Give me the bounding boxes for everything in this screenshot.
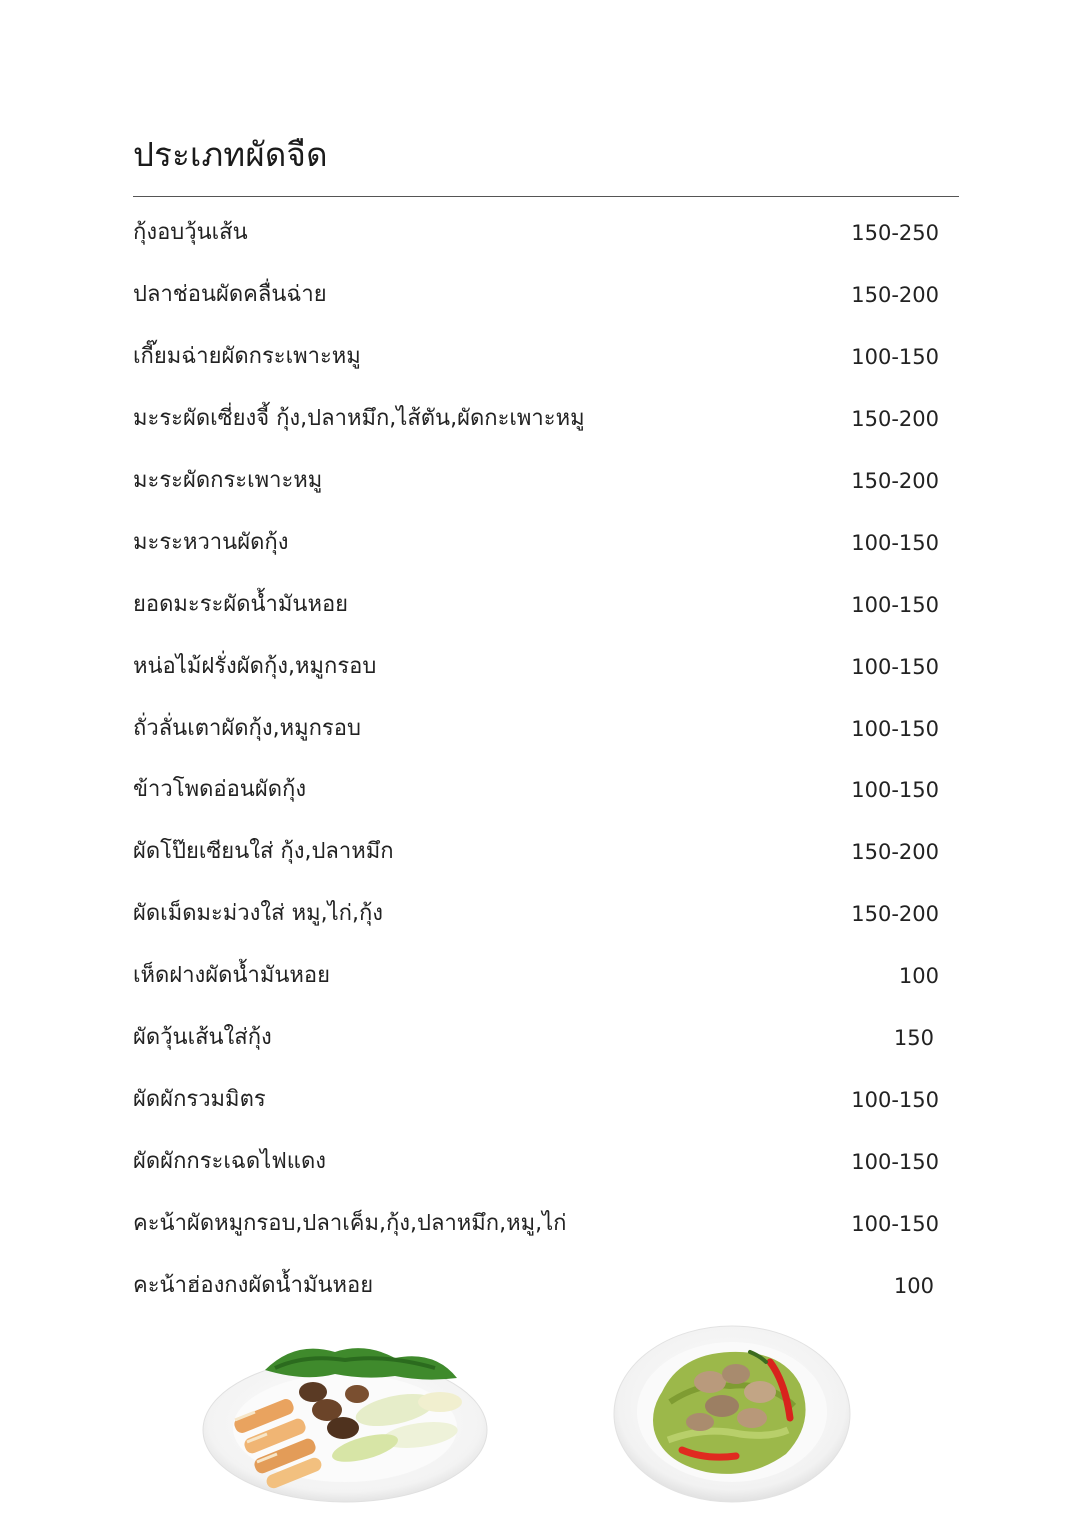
menu-item-price: 100-150 [851,345,939,369]
menu-item-price: 100-150 [851,531,939,555]
menu-item-name: ผัดโป๊ยเซียนใส่ กุ้ง,ปลาหมึก [133,839,394,864]
menu-item-name: มะระหวานผัดกุ้ง [133,530,289,555]
menu-item [133,401,939,437]
menu-item [133,587,939,623]
menu-item [133,1020,939,1056]
menu-item-price: 150-200 [851,902,939,926]
menu-item [133,463,939,499]
menu-item-price: 100 [898,964,939,988]
menu-item-name: ข้าวโพดอ่อนผัดกุ้ง [133,777,307,802]
menu-item-name: ยอดมะระผัดน้ำมันหอย [133,592,349,617]
menu-item-price: 100-150 [851,717,939,741]
menu-item-price: 100-150 [851,1088,939,1112]
menu-item [133,525,939,561]
menu-item [133,215,939,251]
menu-item-name: ผัดผักกระเฉดไฟแดง [133,1149,326,1174]
menu-item-name: ผัดเม็ดมะม่วงใส่ หมู,ไก่,กุ้ง [133,901,384,926]
menu-item-name: มะระผัดเซี่ยงจี้ กุ้ง,ปลาหมึก,ไส้ตัน,ผัดกะเพาะหมู [133,406,585,431]
menu-item-price: 100-150 [851,593,939,617]
menu-item-price: 100 [893,1274,934,1298]
menu-item-name: เกี๊ยมฉ่ายผัดกระเพาะหมู [133,344,361,369]
menu-item-price: 100-150 [851,1150,939,1174]
menu-item-name: ผัดผักรวมมิตร [133,1087,266,1112]
menu-item [133,896,939,932]
menu-item-price: 150 [893,1026,934,1050]
menu-item-name: คะน้าผัดหมูกรอบ,ปลาเค็ม,กุ้ง,ปลาหมึก,หมู,ไก่ [133,1211,567,1236]
menu-item [133,1082,939,1118]
menu-item [133,649,939,685]
menu-item [133,277,939,313]
menu-item-price: 100-150 [851,1212,939,1236]
menu-item [133,1268,939,1304]
menu-item [133,772,939,808]
menu-item [133,1206,939,1242]
menu-item-name: ผัดวุ้นเส้นใส่กุ้ง [133,1025,272,1050]
menu-item-price: 150-200 [851,469,939,493]
vegetable-stir-fry-plate-photo [195,1330,495,1510]
menu-item-name: กุ้งอบวุ้นเส้น [133,220,248,245]
menu-item-name: ถั่วลั่นเตาผัดกุ้ง,หมูกรอบ [133,716,361,741]
menu-item [133,958,939,994]
menu-item [133,834,939,870]
menu-item-name: หน่อไม้ฝรั่งผัดกุ้ง,หมูกรอบ [133,654,377,679]
menu-item-price: 150-200 [851,407,939,431]
menu-item-name: มะระผัดกระเพาะหมู [133,468,323,493]
menu-item [133,711,939,747]
menu-item-price: 150-200 [851,840,939,864]
menu-item-price: 100-150 [851,778,939,802]
menu-item-price: 150-250 [851,221,939,245]
menu-item [133,339,939,375]
menu-item [133,1144,939,1180]
squid-chili-stir-fry-plate-photo [610,1322,855,1512]
menu-item-name: คะน้าฮ่องกงผัดน้ำมันหอย [133,1273,374,1298]
menu-item-price: 100-150 [851,655,939,679]
menu-item-name: เห็ดฝางผัดน้ำมันหอย [133,963,331,988]
menu-item-name: ปลาช่อนผัดคลื่นฉ่าย [133,282,327,307]
section-title: ประเภทผัดจืด [133,135,328,174]
menu-item-price: 150-200 [851,283,939,307]
